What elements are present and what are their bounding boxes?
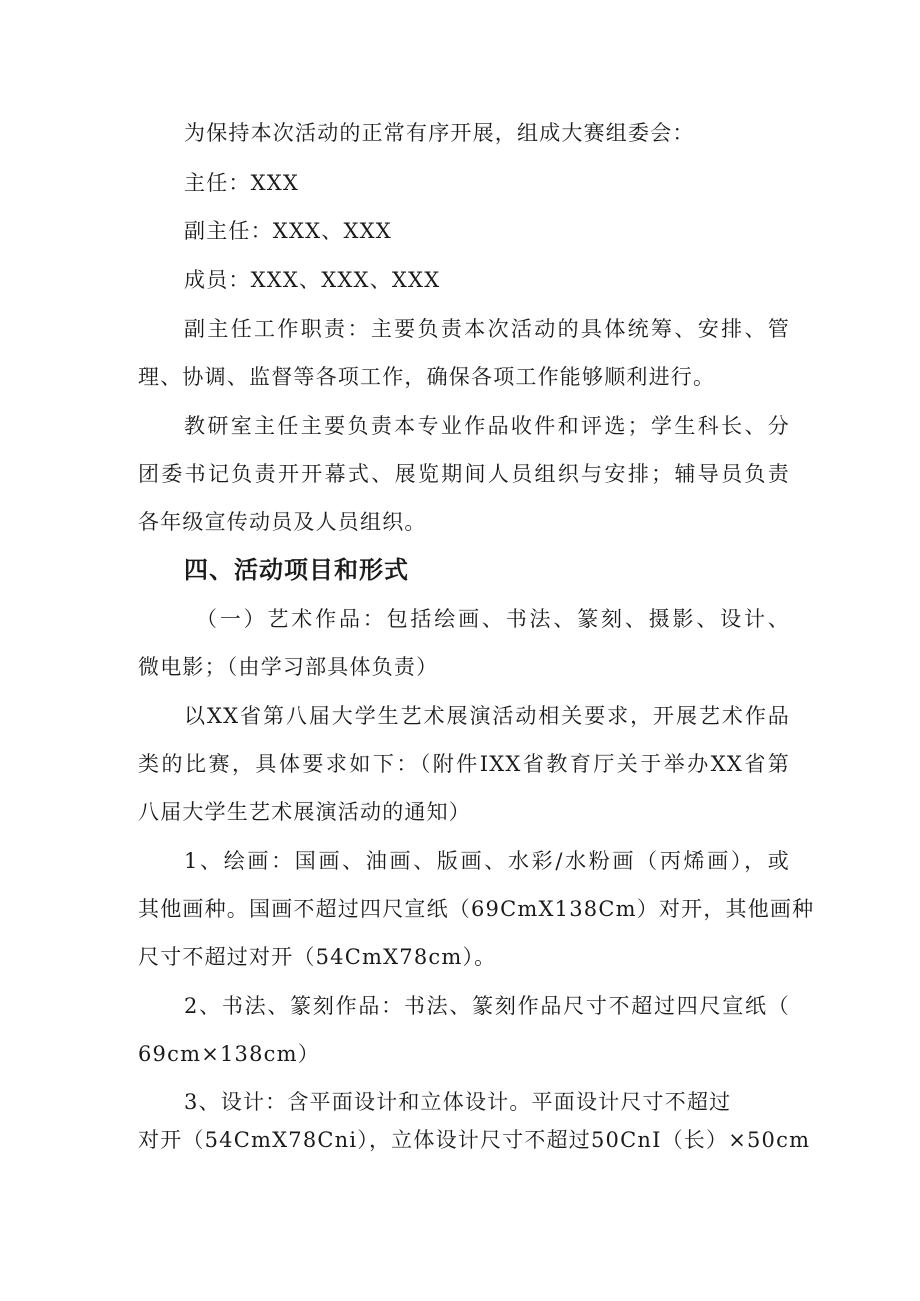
paragraph-deputy-duties-line-1: 副主任工作职责：主要负责本次活动的具体统筹、安排、管 — [184, 317, 790, 341]
item-design-line-2: 对开（54CmX78Cni），立体设计尺寸不超过50CnI（长）×50cm — [138, 1128, 811, 1152]
paragraph-requirements-line-3: 八届大学生艺术展演活动的通知） — [138, 800, 471, 824]
paragraph-art-works-line-1: （一）艺术作品：包括绘画、书法、篆刻、摄影、设计、 — [196, 607, 790, 631]
item-design-line-1: 3、设计：含平面设计和立体设计。平面设计尺寸不超过 — [184, 1090, 732, 1114]
item-calligraphy-line-2: 69cm×138cm） — [138, 1042, 320, 1066]
line-director: 主任：XXX — [184, 171, 300, 195]
paragraph-requirements-line-1: 以XX省第八届大学生艺术展演活动相关要求，开展艺术作品 — [184, 704, 790, 728]
paragraph-staff-duties-line-3: 各年级宣传动员及人员组织。 — [138, 510, 427, 534]
item-painting-line-3: 尺寸不超过对开（54CmX78cm）。 — [138, 945, 497, 969]
line-members: 成员：XXX、XXX、XXX — [184, 268, 441, 292]
item-painting-line-2: 其他画种。国画不超过四尺宣纸（69CmX138Cm）对开，其他画种 — [138, 897, 815, 921]
paragraph-deputy-duties-line-2: 理、协调、监督等各项工作，确保各项工作能够顺利进行。 — [138, 365, 716, 389]
line-deputy-director: 副主任：XXX、XXX — [184, 219, 392, 243]
paragraph-art-works-line-2: 微电影；（由学习部具体负责） — [138, 655, 439, 679]
paragraph-requirements-line-2: 类的比赛，具体要求如下：（附件IXX省教育厅关于举办XX省第 — [138, 752, 790, 776]
paragraph-committee-intro: 为保持本次活动的正常有序开展，组成大赛组委会： — [184, 121, 695, 145]
item-calligraphy-line-1: 2、书法、篆刻作品：书法、篆刻作品尺寸不超过四尺宣纸（ — [184, 994, 790, 1018]
section-heading-4: 四、活动项目和形式 — [184, 556, 409, 584]
item-painting-line-1: 1、绘画：国画、油画、版画、水彩/水粉画（丙烯画），或 — [184, 849, 790, 873]
paragraph-staff-duties-line-1: 教研室主任主要负责本专业作品收件和评选；学生科长、分 — [184, 414, 790, 438]
paragraph-staff-duties-line-2: 团委书记负责开开幕式、展览期间人员组织与安排；辅导员负责 — [138, 462, 790, 486]
